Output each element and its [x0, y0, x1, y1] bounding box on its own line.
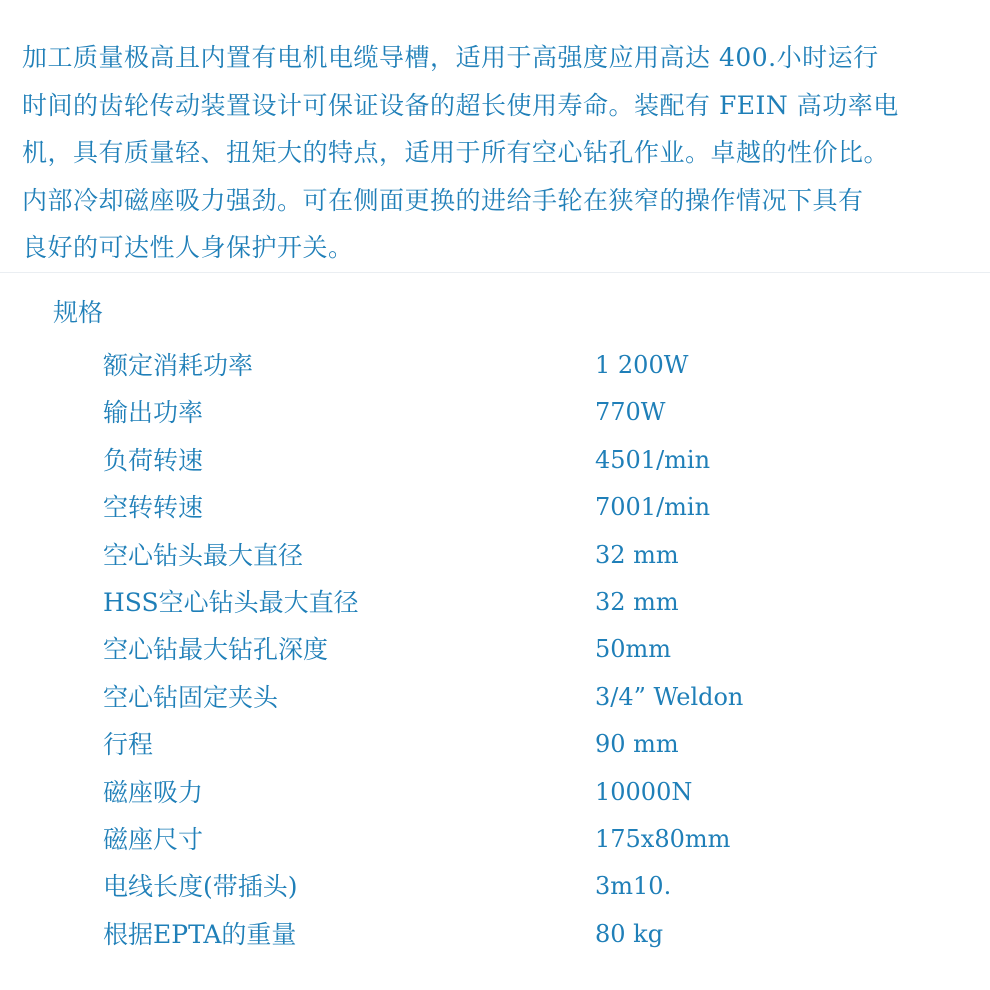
spec-row	[0, 484, 990, 531]
spec-row	[0, 579, 990, 626]
product-description	[22, 34, 972, 272]
spec-value: 10000N	[595, 777, 693, 806]
spec-row	[0, 389, 990, 436]
spec-value: 80 kg	[595, 919, 664, 948]
spec-row	[0, 342, 990, 389]
spec-value: 3m10.	[595, 872, 672, 901]
spec-value: 90 mm	[595, 730, 679, 759]
spec-value: 1 200W	[595, 351, 689, 379]
section-divider	[0, 272, 990, 273]
specs-heading: 规格	[53, 298, 104, 327]
spec-label: 磁座尺寸	[103, 824, 204, 854]
spec-value: 7001/min	[595, 493, 711, 522]
spec-value: 3/4” Weldon	[595, 682, 744, 711]
spec-row	[0, 674, 990, 721]
spec-label: 空心钻头最大直径	[103, 540, 304, 570]
description-line: 良好的可达性人身保护开关。	[22, 233, 354, 262]
spec-row	[0, 911, 990, 958]
spec-value: 32 mm	[595, 587, 679, 616]
spec-row	[0, 626, 990, 673]
spec-row	[0, 863, 990, 910]
spec-row	[0, 816, 990, 863]
spec-row	[0, 769, 990, 816]
description-line: 时间的齿轮传动装置设计可保证设备的超长使用寿命。装配有 FEIN 高功率电	[22, 90, 899, 120]
spec-label: 输出功率	[103, 398, 204, 428]
spec-value: 175x80mm	[595, 824, 731, 853]
spec-row	[0, 437, 990, 484]
spec-value: 4501/min	[595, 445, 711, 474]
spec-value: 770W	[595, 398, 666, 427]
spec-label: 空心钻固定夹头	[103, 682, 279, 712]
spec-label: 空心钻最大钻孔深度	[103, 635, 329, 665]
spec-row	[0, 721, 990, 768]
spec-label: 额定消耗功率	[103, 351, 254, 380]
description-line: 内部冷却磁座吸力强劲。可在侧面更换的进给手轮在狭窄的操作情况下具有	[22, 185, 864, 215]
spec-label: HSS空心钻头最大直径	[103, 587, 359, 617]
spec-label: 空转转速	[103, 493, 204, 523]
spec-value: 50mm	[595, 635, 672, 664]
spec-row	[0, 532, 990, 579]
spec-label: 根据EPTA的重量	[103, 919, 297, 949]
description-line: 机，具有质量轻、扭矩大的特点，适用于所有空心钻孔作业。卓越的性价比。	[22, 138, 890, 167]
spec-value: 32 mm	[595, 540, 679, 569]
specs-table	[0, 342, 990, 958]
spec-label: 行程	[103, 730, 154, 760]
spec-label: 负荷转速	[103, 445, 204, 475]
spec-label: 磁座吸力	[103, 777, 204, 807]
spec-label: 电线长度(带插头)	[103, 872, 298, 902]
description-line: 加工质量极高且内置有电机电缆导槽，适用于高强度应用高达 400.小时运行	[22, 43, 879, 72]
